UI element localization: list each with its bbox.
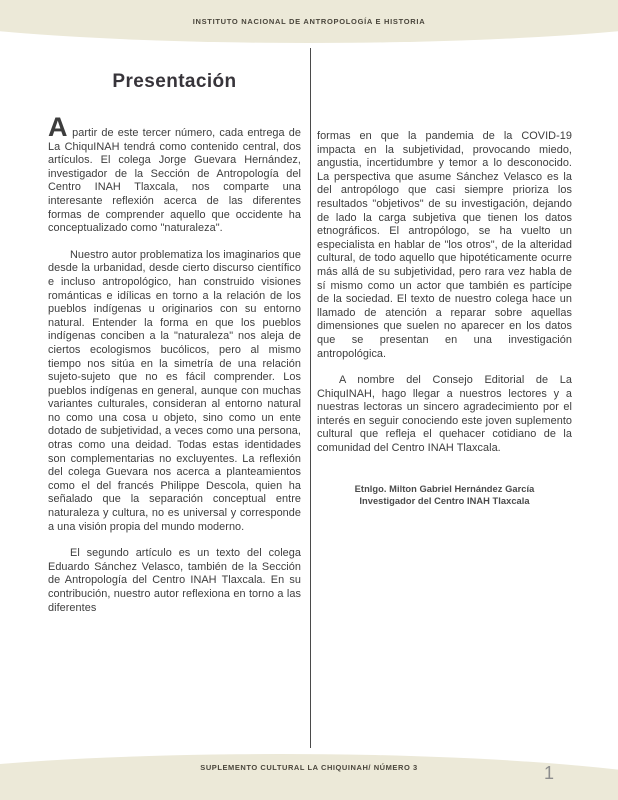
page-number: 1 [544,763,555,783]
right-column [317,130,572,508]
raised-cap: A [48,112,68,142]
signature-name: Etnlgo. Milton Gabriel Hernández García [354,483,535,494]
left-column [48,112,301,628]
paragraph: Nuestro autor problematiza los imaginarios que desde la urbanidad, desde cierto discurso científico e incluso antropológico, han construido visiones románticas e idílicas en torno a la relación de los pueblos indígenas u originarios con su entorno natural. Entender la forma en que los pueblos indígenas conciben a la "naturaleza" nos aleja de ciertos ecologismos bucólicos, pero al mismo tiempo nos sitúa en la simetría de una relación sujeto-sujeto que no es fácil comprender. Los pueblos indígenas en general, aunque con muchas variantes culturales, consideran al entorno natural no como una cosa u objeto, sino como un ente dotado de subjetividad, a veces como una persona, otras como una deidad. Todas estas identidades son complementarias no excluyentes. La reflexión del colega Guevara nos acerca a planteamientos como el del francés Philippe Descola, quien ha señalado que la separación conceptual entre naturaleza y cultura, no es universal y corresponde a una visión propia del mundo moderno. [48,248,301,533]
paragraph [48,112,301,236]
paragraph: formas en que la pandemia de la COVID-19 impacta en la subjetividad, provocando miedo, angustia, incertidumbre y temor a lo desconocido. La perspectiva que asume Sánchez Velasco es la del antropólogo que casi siempre prioriza los resultados "objetivos" de su investigación, dejando de lado la carga subjetiva que tienen los datos etnográficos. El antropólogo, se ha vuelto un especialista en hablar de "los otros", de la alteridad cultural, de todo aquello que hipotéticamente ocurre más allá de su subjetividad, pero rara vez habla de sí mismo como un actor que también es partícipe de la sociedad. El texto de nuestro colega hace un llamado de atención a reparar sobre aquellas dimensiones que suelen no aparecer en los datos que se presentan en una investigación antropológica. [317,130,572,360]
signature-block [317,483,572,508]
paragraph: A nombre del Consejo Editorial de La ChiquINAH, hago llegar a nuestros lectores y a nuestras lectoras un sincero agradecimiento por el interés en seguir conociendo este joven suplemento cultural que refleja el quehacer cotidiano de la comunidad del Centro INAH Tlaxcala. [317,374,572,455]
page-title: Presentación [112,71,237,92]
footer-text: SUPLEMENTO CULTURAL LA CHIQUINAH/ NÚMERO 3 [200,763,418,772]
header-institution: INSTITUTO NACIONAL DE ANTROPOLOGÍA E HISTORIA [192,17,426,26]
footer-band [0,754,618,800]
signature-role: Investigador del Centro INAH Tlaxcala [359,496,530,507]
paragraph: El segundo artículo es un texto del colega Eduardo Sánchez Velasco, también de la Sección de Antropología del Centro INAH Tlaxcala. En su contribución, nuestro autor reflexiona en torno a las diferentes [48,547,301,614]
column-divider [310,48,311,748]
paragraph-text: partir de este tercer número, cada entrega de La ChiquINAH tendrá como contenido central, dos artículos. El colega Jorge Guevara Hernández, investigador de la Sección de Antropología del Centro INAH Tlaxcala, nos comparte una interesante reflexión acerca de las diferentes formas de comprender aquello que occidente ha conceptualizado como "naturaleza". [48,127,301,235]
